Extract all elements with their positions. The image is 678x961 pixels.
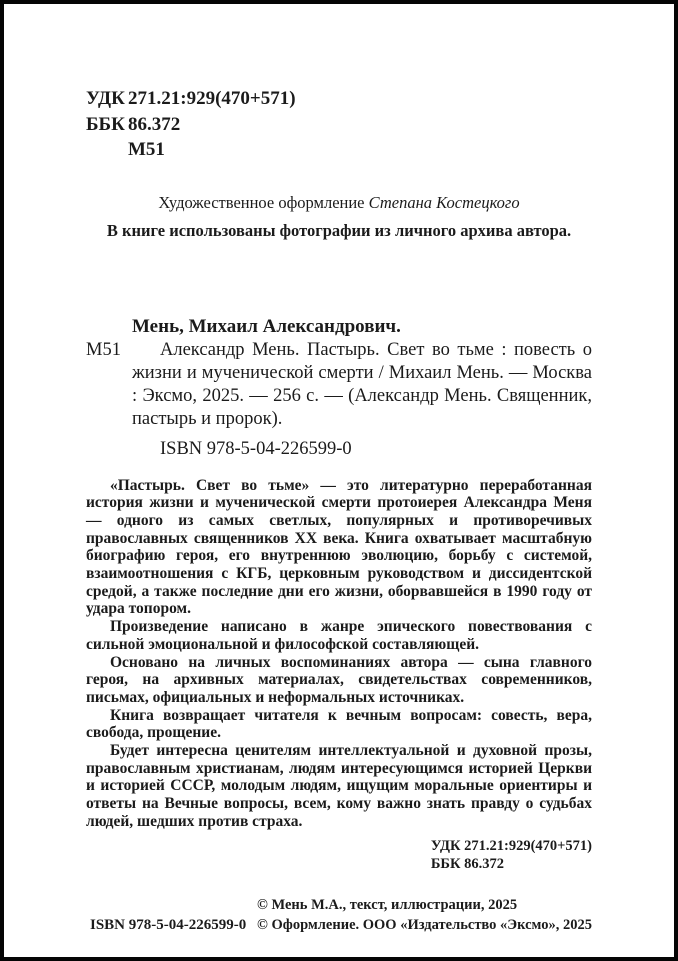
catalog-description: Александр Мень. Пастырь. Свет во тьме : повесть о жизни и мученической смерти / Михаил Мень. — Москва : Эксмо, 2025. — 256 с. — (Александр Мень. Священник, пастырь и пророк). (132, 339, 592, 429)
udk-value: 271.21:929(470+571) (128, 88, 296, 109)
copyright-block (257, 895, 592, 935)
udk-label: УДК (86, 88, 125, 109)
annotation-paragraph: Основано на личных воспоминаниях автора — сына главного героя, на архивных материалах, свидетельствах современников, письмах, официальных и неформальных источниках. (86, 653, 592, 706)
copyright-author-line: © Мень М.А., текст, иллюстрации, 2025 (257, 897, 518, 913)
bbk-row (86, 112, 592, 138)
annotation-block (86, 477, 592, 831)
bbk-value: 86.372 (128, 113, 181, 135)
annotation-paragraph: Будет интересна ценителям интеллектуальной и духовной прозы, православным христианам, людям интересующимся историей Церкви и историей СССР, молодым людям, ищущим моральные ориентиры и ответы на Вечные вопросы, всем, кому важно знать правду о судьбах людей, шедших против страха. (86, 742, 592, 830)
design-credit-prefix: Художественное оформление (158, 192, 369, 212)
bottom-udk-line: УДК 271.21:929(470+571) (430, 837, 592, 854)
isbn-line: ISBN 978-5-04-226599-0 (160, 438, 352, 459)
copyright-publisher-line: © Оформление. ООО «Издательство «Эксмо», 2025 (257, 917, 592, 933)
catalog-card (86, 315, 592, 460)
annotation-paragraph: «Пастырь. Свет во тьме» — это литературно переработанная история жизни и мученической смерти протоиерея Александра Меня — одного из самых светлых, популярных и противоречивых православных священников XX века. Книга охватывает масштабную биографию героя, его внутреннюю эволюцию, борьбу с системой, взаимоотношения с КГБ, церковным руководством и диссидентской средой, а также последние дни его жизни, оборвавшейся в 1990 году от удара топором. (86, 476, 592, 618)
design-credit-line (86, 189, 592, 217)
udk-row (86, 86, 592, 112)
footer-isbn: ISBN 978-5-04-226599-0 (90, 917, 247, 933)
catalog-author-sign: М51 (86, 339, 121, 360)
footer (90, 895, 592, 935)
author-sign-spacer (86, 137, 128, 163)
credits-block (86, 189, 592, 245)
top-classification-codes (86, 4, 592, 163)
annotation-paragraph: Произведение написано в жанре эпического повествования с сильной эмоциональной и философской составляющей. (86, 618, 592, 653)
bottom-bbk-line: ББК 86.372 (430, 855, 505, 872)
designer-name: Степана Костецкого (368, 192, 520, 212)
bottom-classification-codes (431, 837, 592, 873)
author-sign-value: М51 (128, 139, 165, 160)
annotation-paragraph: Книга возвращает читателя к вечным вопросам: совесть, вера, свобода, прощение. (86, 706, 592, 742)
catalog-author-heading: Мень, Михаил Александрович. (132, 315, 401, 337)
photo-credit-line: В книге использованы фотографии из личного архива автора. (106, 220, 572, 240)
author-sign-row (86, 137, 592, 163)
bbk-label: ББК (86, 113, 125, 135)
